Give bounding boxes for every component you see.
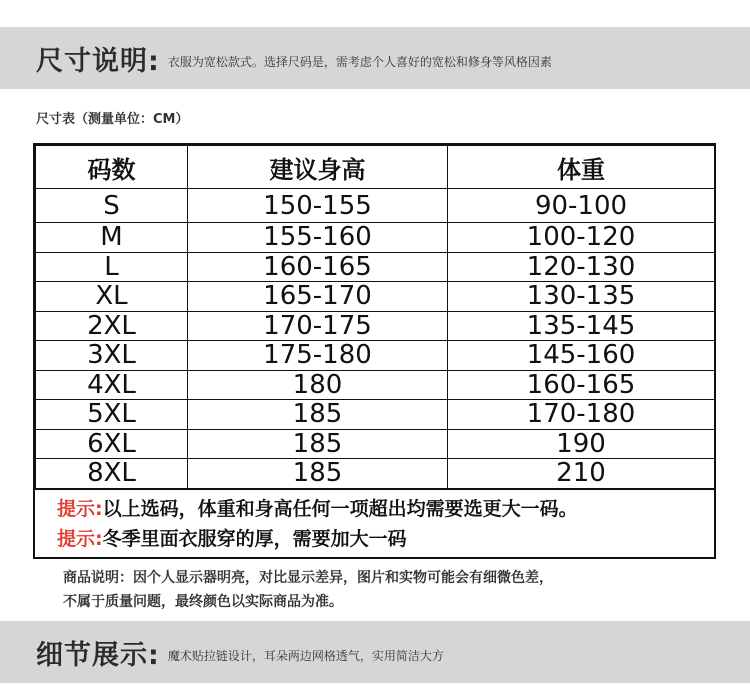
tip-label: 提示: — [57, 497, 103, 520]
disclaimer-line: 商品说明：因个人显示器明亮，对比显示差异，图片和实物可能会有细微色差， — [63, 570, 553, 586]
table-row — [36, 459, 715, 489]
cell-weight: 170-180 — [448, 400, 715, 430]
size-description-subtitle: 衣服为宽松款式。选择尺码是，需考虑个人喜好的宽松和修身等风格因素 — [167, 54, 552, 69]
cell-height: 185 — [188, 400, 448, 430]
cell-height: 185 — [188, 429, 448, 459]
cell-height: 165-170 — [188, 282, 448, 312]
table-row — [36, 311, 715, 341]
table-row — [36, 189, 715, 223]
cell-size: S — [36, 189, 188, 223]
cell-height: 180 — [188, 370, 448, 400]
cell-weight: 120-130 — [448, 252, 715, 282]
table-row — [36, 370, 715, 400]
product-disclaimer — [63, 566, 713, 614]
cell-size: 2XL — [36, 311, 188, 341]
size-description-title: 尺寸说明: — [36, 45, 160, 77]
tip-text: 冬季里面衣服穿的厚，需要加大一码 — [102, 527, 407, 550]
cell-size: 4XL — [36, 370, 188, 400]
size-table-caption: 尺寸表（测量单位：CM） — [36, 112, 189, 127]
header-size: 码数 — [36, 146, 188, 189]
cell-size: 6XL — [36, 429, 188, 459]
detail-display-title: 细节展示: — [36, 639, 160, 671]
table-row — [36, 223, 715, 253]
size-table-header-row — [36, 146, 715, 189]
cell-weight: 190 — [448, 429, 715, 459]
detail-display-subtitle: 魔术贴拉链设计，耳朵两边网格透气，实用简洁大方 — [167, 648, 444, 663]
cell-size: 3XL — [36, 341, 188, 371]
tip-text: 以上选码，体重和身高任何一项超出均需要选更大一码。 — [102, 497, 578, 520]
cell-weight: 100-120 — [448, 223, 715, 253]
cell-size: XL — [36, 282, 188, 312]
header-weight: 体重 — [448, 146, 715, 189]
table-row — [36, 341, 715, 371]
header-height: 建议身高 — [188, 146, 448, 189]
cell-weight: 135-145 — [448, 311, 715, 341]
cell-height: 155-160 — [188, 223, 448, 253]
cell-size: 8XL — [36, 459, 188, 489]
table-row — [36, 429, 715, 459]
detail-display-banner — [0, 621, 750, 683]
disclaimer-line: 不属于质量问题，最终颜色以实际商品为准。 — [63, 594, 343, 610]
size-notes — [35, 489, 714, 556]
table-row — [36, 282, 715, 312]
tip-label: 提示: — [57, 527, 103, 550]
size-description-banner — [0, 27, 750, 89]
cell-weight: 130-135 — [448, 282, 715, 312]
cell-weight: 210 — [448, 459, 715, 489]
note-line — [57, 524, 714, 554]
cell-weight: 90-100 — [448, 189, 715, 223]
cell-size: M — [36, 223, 188, 253]
cell-size: 5XL — [36, 400, 188, 430]
cell-weight: 160-165 — [448, 370, 715, 400]
table-row — [36, 400, 715, 430]
cell-weight: 145-160 — [448, 341, 715, 371]
size-table — [35, 145, 715, 489]
cell-height: 170-175 — [188, 311, 448, 341]
cell-height: 150-155 — [188, 189, 448, 223]
cell-height: 175-180 — [188, 341, 448, 371]
size-table-container — [33, 143, 716, 559]
cell-height: 185 — [188, 459, 448, 489]
note-line — [57, 494, 714, 524]
table-row — [36, 252, 715, 282]
cell-size: L — [36, 252, 188, 282]
cell-height: 160-165 — [188, 252, 448, 282]
